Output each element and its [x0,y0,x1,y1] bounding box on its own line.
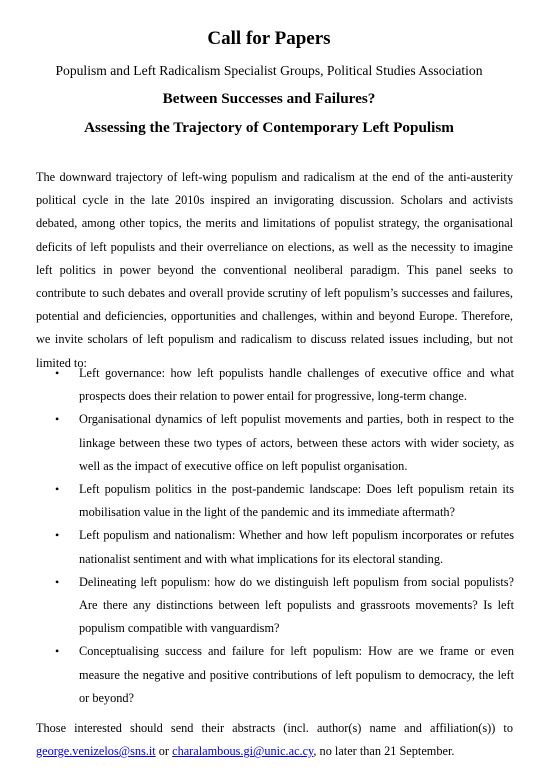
bullet-icon: • [55,366,60,380]
topic-text: Delineating left populism: how do we distinguish left populism from social populists? Are there any distinctions between left populists and grassroots movements? Is left populism compatible with vanguardism? [79,574,514,636]
organizer-subtitle: Populism and Left Radicalism Specialist Groups, Political Studies Association [55,63,483,78]
list-item [54,478,514,524]
bullet-icon: • [55,482,60,497]
topic-text: Conceptualising success and failure for left populism: How are we frame or even measure the negative and positive contributions of left populism to democracy, the left or beyond? [79,644,514,705]
intro-paragraph: The downward trajectory of left-wing populism and radicalism at the end of the anti-austerity political cycle in the late 2010s inspired an invigorating discussion. Scholars and activists debated, among other topics, the merits and limitations of populist strategy, the organisational deficits of left populists and their overreliance on elections, as well as the necessity to imagine left politics in power beyond the conventional neoliberal paradigm. This panel seeks to contribute to such debates and overall provide scrutiny of left populism’s successes and failures, potential and deficiencies, opportunities and challenges, within and beyond Europe. Therefore, we invite scholars of left populism and radicalism to discuss related issues including, but not limited to: [36,170,513,370]
list-item [54,408,514,478]
panel-heading-line-1: Between Successes and Failures? [162,90,376,107]
panel-heading-line-2: Assessing the Trajectory of Contemporary Left Populism [84,119,454,136]
topic-text: Left governance: how left populists handle challenges of executive office and what prospects does their relation to power entail for progressive, long-term change. [79,366,514,404]
email-link-charalambous[interactable]: charalambous.gi@unic.ac.cy [172,744,314,759]
bullet-icon: • [55,528,60,543]
submission-instructions [36,717,513,763]
bullet-icon: • [55,412,60,427]
closing-text-between: or [155,744,173,759]
topic-text: Left populism politics in the post-pandemic landscape: Does left populism retain its mobilisation value in the light of the pandemic and its immediate aftermath? [79,482,514,520]
topic-text: Organisational dynamics of left populist movements and parties, both in respect to the linkage between these two types of actors, between these actors with wider society, as well as the impact of executive office on left populist organisation. [79,412,514,473]
bullet-icon: • [55,574,60,589]
list-item [54,571,514,641]
closing-text-after: , no later than 21 September. [313,744,455,759]
page-title: Call for Papers [207,28,331,49]
email-link-venizelos[interactable]: george.venizelos@sns.it [36,744,156,759]
list-item [54,640,514,710]
bullet-icon: • [55,644,60,659]
topics-list [54,362,514,710]
closing-text-before: Those interested should send their abstracts (incl. author(s) name and affiliation(s)) to [36,721,513,735]
list-item [54,362,514,408]
topic-text: Left populism and nationalism: Whether and how left populism incorporates or refutes nationalist sentiment and with what implications for its electoral standing. [79,528,514,566]
list-item [54,524,514,570]
